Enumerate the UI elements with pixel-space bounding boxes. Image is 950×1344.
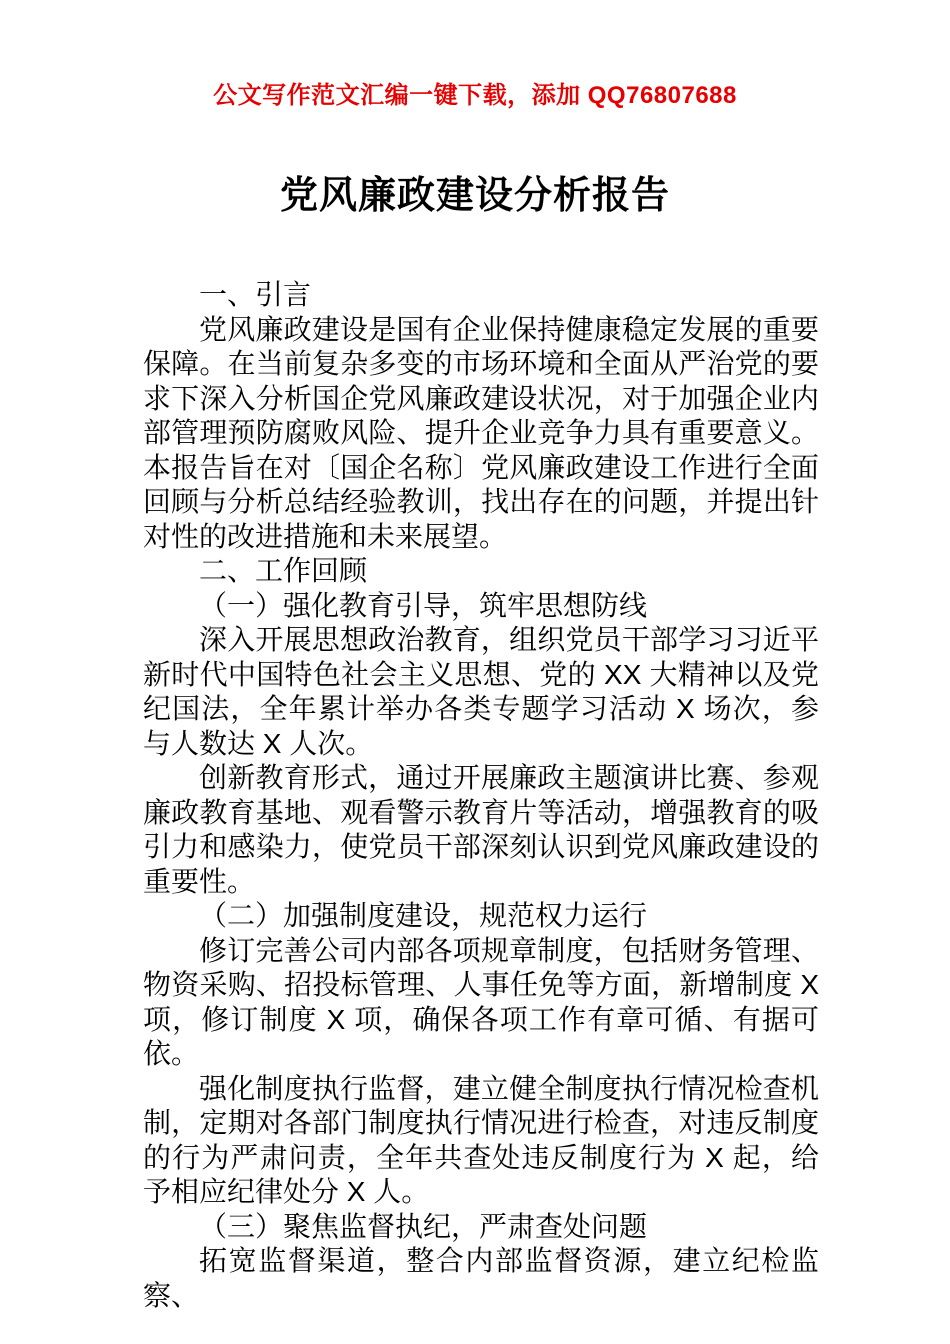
document-body	[143, 278, 819, 1313]
paragraph: 强化制度执行监督，建立健全制度执行情况检查机制，定期对各部门制度执行情况进行检查，对违反制度的行为严肃问责，全年共查处违反制度行为 X 起，给予相应纪律处分 X 人。	[143, 1072, 819, 1207]
heading: 一、引言	[199, 279, 312, 310]
subheading: （三）聚焦监督执纪，严肃查处问题	[199, 1210, 648, 1242]
paragraph: 修订完善公司内部各项规章制度，包括财务管理、物资采购、招投标管理、人事任免等方面，新增制度 X 项，修订制度 X 项，确保各项工作有章可循、有据可依。	[143, 934, 819, 1069]
paragraph: 深入开展思想政治教育，组织党员干部学习习近平新时代中国特色社会主义思想、党的 XX 大精神以及党纪国法，全年累计举办各类专题学习活动 X 场次，参与人数达 X 人次。	[143, 624, 819, 759]
document-title: 党风廉政建设分析报告	[279, 175, 670, 217]
paragraph: 党风廉政建设是国有企业保持健康稳定发展的重要保障。在当前复杂多变的市场环境和全面从严治党的要求下深入分析国企党风廉政建设状况，对于加强企业内部管理预防腐败风险、提升企业竞争力具有重要意义。本报告旨在对〔国企名称〕党风廉政建设工作进行全面回顾与分析总结经验教训，找出存在的问题，并提出针对性的改进措施和未来展望。	[143, 313, 819, 552]
subheading: （二）加强制度建设，规范权力运行	[199, 900, 648, 931]
promo-banner-text: 公文写作范文汇编一键下载，添加 QQ76807688	[213, 82, 737, 109]
subheading: （一）强化教育引导，筑牢思想防线	[199, 589, 648, 621]
heading: 二、工作回顾	[199, 555, 368, 586]
paragraph: 拓宽监督渠道，整合内部监督资源，建立纪检监察、	[143, 1245, 819, 1311]
paragraph: 创新教育形式，通过开展廉政主题演讲比赛、参观廉政教育基地、观看警示教育片等活动，增强教育的吸引力和感染力，使党员干部深刻认识到党风廉政建设的重要性。	[143, 762, 819, 897]
promo-banner	[0, 0, 950, 110]
